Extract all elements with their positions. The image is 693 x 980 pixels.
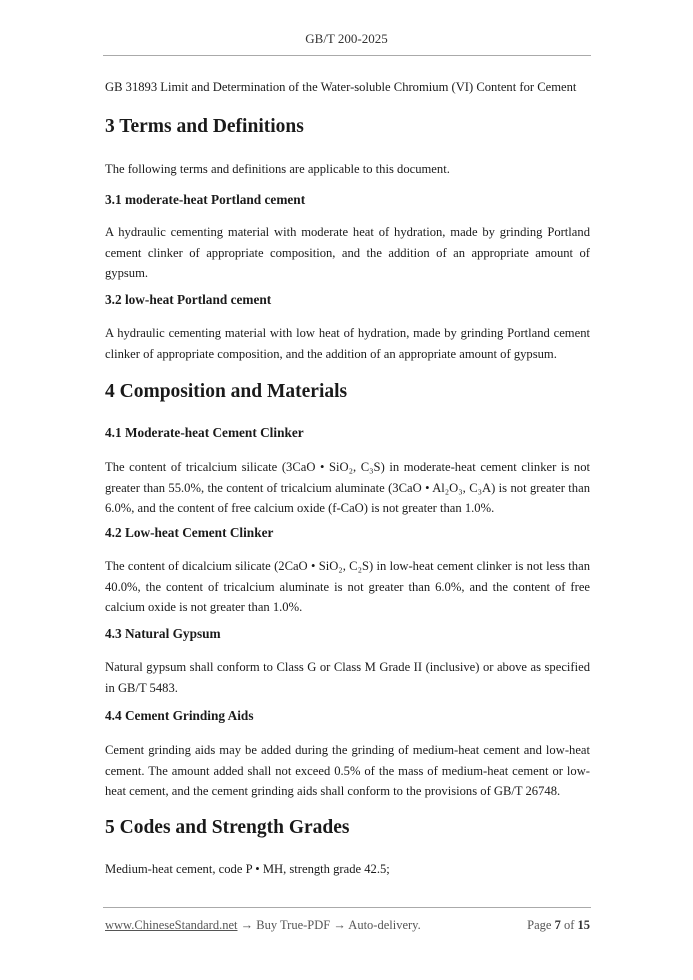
footer-rule: [103, 907, 591, 908]
page-label: Page: [527, 918, 552, 932]
subsection-heading-4-2: 4.2 Low-heat Cement Clinker: [105, 525, 274, 540]
subsection-heading-3-1: 3.1 moderate-heat Portland cement: [105, 192, 306, 207]
subsection-4-1-text: The content of tricalcium silicate (3CaO • SiO₂, C₃S) in moderate-heat cement clinker is not greater than 55.0%, the content of tricalcium aluminate (3CaO • Al₂O₃, C₃A) is not greater than 6.0%, and the content of free calcium oxide (f-CaO) is not greater than 1.0%.: [105, 460, 590, 515]
subsection-3-1-text: A hydraulic cementing material with moderate heat of hydration, made by grinding Portland cement clinker of appropriate composition, and the addition of an appropriate amount of gypsum.: [105, 225, 590, 280]
total-pages: 15: [577, 918, 590, 932]
current-page: 7: [554, 918, 561, 932]
subsection-heading-3-2: 3.2 low-heat Portland cement: [105, 292, 272, 307]
subsection-3-2-text: A hydraulic cementing material with low heat of hydration, made by grinding Portland cement clinker of appropriate composition, and the addition of an appropriate amount of gypsum.: [105, 326, 590, 361]
subsection-4-3-text: Natural gypsum shall conform to Class G or Class M Grade II (inclusive) or above as specified in GB/T 5483.: [105, 660, 590, 695]
section-3-intro: The following terms and definitions are applicable to this document.: [105, 162, 450, 176]
running-header: GB/T 200-2025: [305, 31, 388, 46]
section-5-text: Medium-heat cement, code P • MH, strength grade 42.5;: [105, 862, 390, 876]
subsection-4-2-text: The content of dicalcium silicate (2CaO • SiO₂, C₂S) in low-heat cement clinker is not less than 40.0%, the content of tricalcium aluminate is not greater than 6.0%, and the content of free calcium oxide is not greater than 1.0%.: [105, 559, 590, 614]
subsection-4-4-text: Cement grinding aids may be added during the grinding of medium-heat cement and low-heat cement. The amount added shall not exceed 0.5% of the mass of medium-heat cement or low-heat cement, and the cement grinding aids shall conform to the provisions of GB/T 26748.: [105, 743, 590, 798]
of-label: of: [563, 918, 575, 932]
subsection-heading-4-3: 4.3 Natural Gypsum: [105, 626, 221, 641]
footer-tagline: → Buy True-PDF → Auto-delivery.: [237, 918, 421, 932]
website-link[interactable]: www.ChineseStandard.net: [105, 918, 238, 932]
section-heading-5: 5 Codes and Strength Grades: [105, 817, 350, 838]
section-heading-4: 4 Composition and Materials: [105, 381, 348, 402]
section-heading-3: 3 Terms and Definitions: [105, 116, 304, 137]
header-rule: [103, 55, 591, 56]
normative-reference: GB 31893 Limit and Determination of the Water-soluble Chromium (VI) Content for Cement: [105, 80, 577, 94]
page-number: [527, 918, 590, 933]
subsection-heading-4-4: 4.4 Cement Grinding Aids: [105, 708, 254, 723]
page-footer: [105, 918, 590, 933]
subsection-heading-4-1: 4.1 Moderate-heat Cement Clinker: [105, 425, 304, 440]
